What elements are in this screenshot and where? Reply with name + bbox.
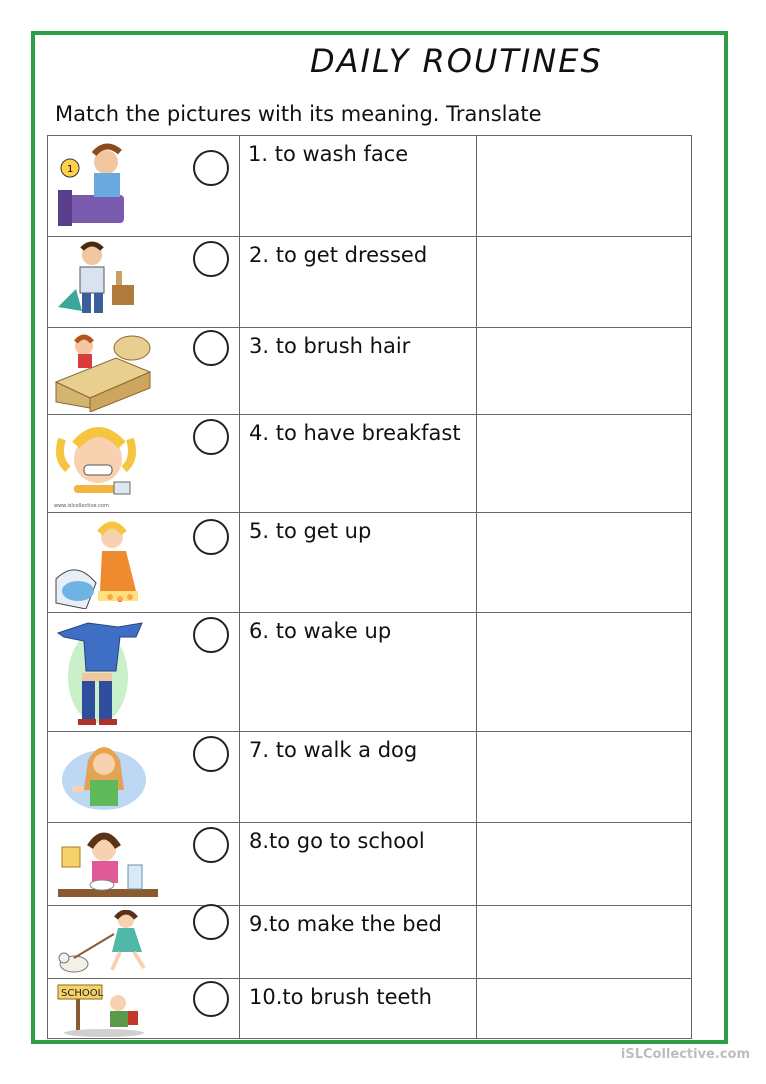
phrase-text: 2. to get dressed [249, 243, 428, 267]
table-row [48, 136, 692, 237]
picture-cell [48, 328, 240, 415]
svg-text:SCHOOL: SCHOOL [61, 988, 104, 999]
phrase-text: 10.to brush teeth [249, 985, 432, 1009]
phrase-cell [240, 823, 477, 906]
boy-sweater-picture [54, 617, 150, 729]
boy-school-picture [54, 983, 150, 1037]
picture-cell [48, 415, 240, 513]
worksheet-title: DAILY ROUTINES [310, 42, 603, 80]
phrase-cell [240, 979, 477, 1039]
watermark-text: iSLCollective.com [620, 1047, 750, 1062]
translation-cell[interactable] [477, 237, 692, 328]
answer-circle[interactable] [193, 241, 229, 277]
answer-circle[interactable] [193, 827, 229, 863]
table-row [48, 906, 692, 979]
svg-text:www.islcollective.com: www.islcollective.com [54, 503, 109, 509]
picture-cell [48, 513, 240, 613]
picture-cell [48, 732, 240, 823]
phrase-cell [240, 732, 477, 823]
phrase-text: 4. to have breakfast [249, 421, 461, 445]
man-dressing-picture [54, 241, 142, 321]
picture-cell [48, 906, 240, 979]
phrase-cell [240, 513, 477, 613]
answer-circle[interactable] [193, 330, 229, 366]
answer-circle[interactable] [193, 736, 229, 772]
translation-cell[interactable] [477, 906, 692, 979]
phrase-text: 1. to wash face [248, 142, 409, 166]
phrase-cell [240, 136, 477, 237]
svg-text:1: 1 [67, 164, 74, 175]
phrase-text: 8.to go to school [249, 829, 425, 853]
translation-cell[interactable] [477, 823, 692, 906]
phrase-cell [240, 415, 477, 513]
picture-cell [48, 136, 240, 237]
answer-circle[interactable] [193, 981, 229, 1017]
girl-dog-picture [54, 910, 158, 978]
table-row [48, 328, 692, 415]
boy-bed-picture [54, 332, 154, 412]
phrase-text: 9.to make the bed [249, 912, 442, 936]
girl-breakfast-picture [54, 827, 162, 903]
translation-cell[interactable] [477, 328, 692, 415]
girl-washing-picture [54, 517, 150, 609]
phrase-text: 7. to walk a dog [249, 738, 418, 762]
translation-cell[interactable] [477, 136, 692, 237]
girl-hair-picture [54, 736, 150, 820]
table-row [48, 732, 692, 823]
table-row [48, 613, 692, 732]
phrase-cell [240, 237, 477, 328]
table-row [48, 513, 692, 613]
phrase-text: 5. to get up [249, 519, 372, 543]
picture-cell [48, 823, 240, 906]
table-row [48, 823, 692, 906]
translation-cell[interactable] [477, 613, 692, 732]
picture-cell [48, 613, 240, 732]
answer-circle[interactable] [193, 519, 229, 555]
phrase-cell [240, 328, 477, 415]
table-row [48, 979, 692, 1039]
phrase-cell [240, 906, 477, 979]
answer-circle[interactable] [193, 150, 229, 186]
translation-cell[interactable] [477, 979, 692, 1039]
picture-cell [48, 979, 240, 1039]
girl-teeth-picture [54, 419, 150, 509]
table-row [48, 415, 692, 513]
answer-circle[interactable] [193, 617, 229, 653]
translation-cell[interactable] [477, 732, 692, 823]
man-waking-picture [54, 140, 142, 230]
answer-circle[interactable] [193, 419, 229, 455]
translation-cell[interactable] [477, 415, 692, 513]
answer-circle[interactable] [193, 904, 229, 940]
picture-cell [48, 237, 240, 328]
phrase-text: 3. to brush hair [249, 334, 411, 358]
instructions-text: Match the pictures with its meaning. Translate [55, 102, 542, 126]
table-row [48, 237, 692, 328]
phrase-text: 6. to wake up [249, 619, 392, 643]
translation-cell[interactable] [477, 513, 692, 613]
matching-table [47, 135, 692, 1039]
phrase-cell [240, 613, 477, 732]
